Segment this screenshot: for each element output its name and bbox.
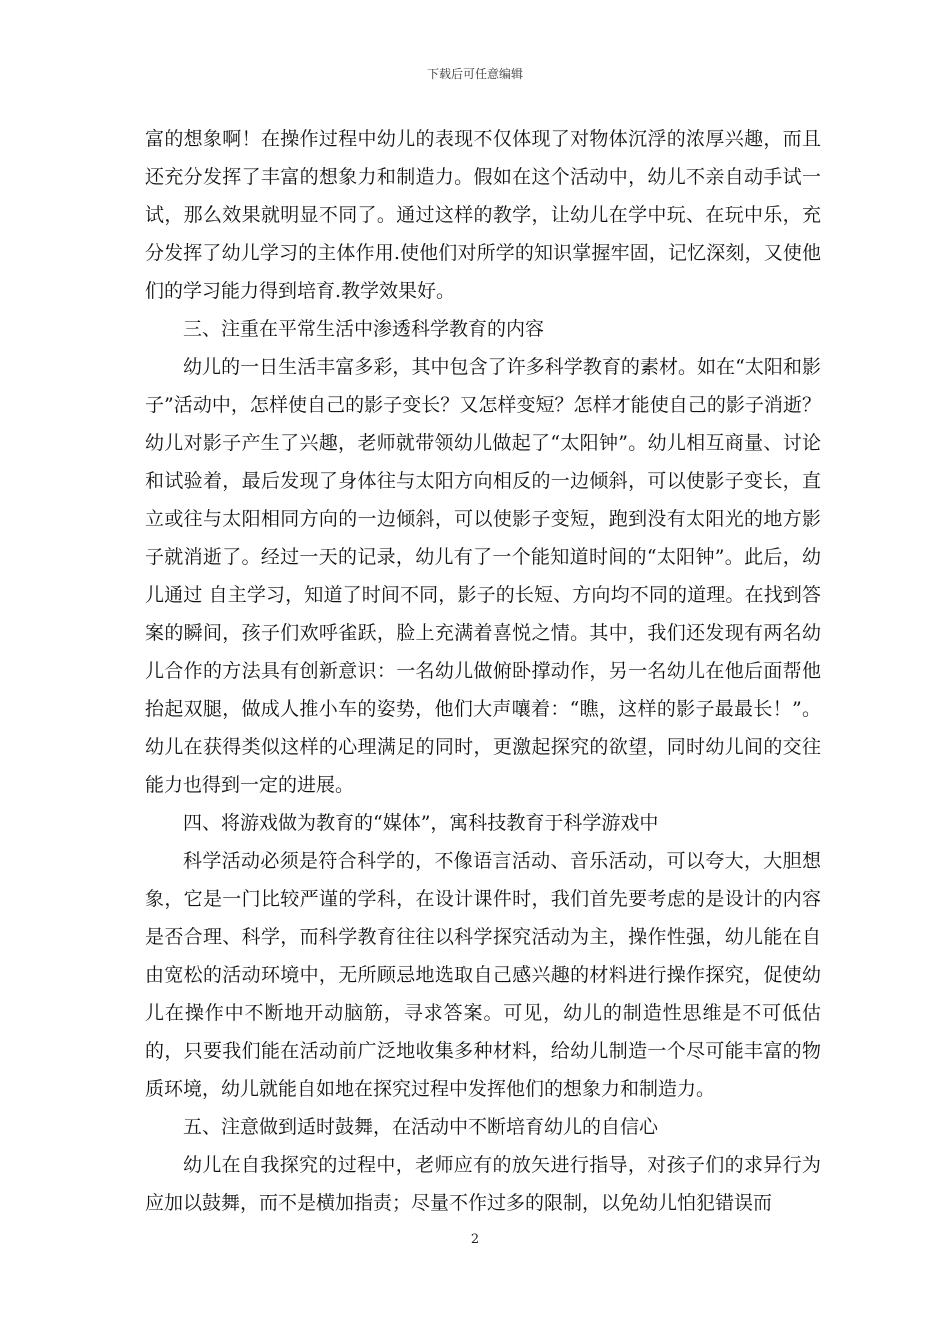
paragraph-shadow-activity: 幼儿的一日生活丰富多彩，其中包含了许多科学教育的素材。如在“太阳和影子”活动中，怎样使自己的影子变长？又怎样变短？怎样才能使自己的影子消逝？幼儿对影子产生了兴趣，老师就带领幼儿做起了“太阳钟”。幼儿相互商量、讨论和试验着，最后发现了身体往与太阳方向相反的一边倾斜，可以使影子变长，直立或往与太阳相同方向的一边倾斜，可以使影子变短，跑到没有太阳光的地方影子就消逝了。经过一天的记录，幼儿有了一个能知道时间的“太阳钟”。此后，幼儿通过 自主学习，知道了时间不同，影子的长短、方向均不同的道理。在找到答案的瞬间，孩子们欢呼雀跃，脸上充满着喜悦之情。其中，我们还发现有两名幼儿合作的方法具有创新意识：一名幼儿做俯卧撑动作，另一名幼儿在他后面帮他抬起双腿，做成人推小车的姿势，他们大声嚷着：“瞧，这样的影子最最长！”。幼儿在获得类似这样的心理满足的同时，更激起探究的欲望，同时幼儿间的交往能力也得到一定的进展。 (145, 356, 821, 796)
paragraph-encouragement: 幼儿在自我探究的过程中，老师应有的放矢进行指导，对孩子们的求异行为应加以鼓舞，而不是横加指责；尽量不作过多的限制，以免幼儿怕犯错误而 (145, 1154, 821, 1214)
page-header: 下载后可任意编辑 (426, 67, 523, 81)
section-heading-5: 五、注意做到适时鼓舞，在活动中不断培育幼儿的自信心 (183, 1116, 659, 1138)
paragraph-continuation: 富的想象啊！在操作过程中幼儿的表现不仅体现了对物体沉浮的浓厚兴趣，而且还充分发挥了丰富的想象力和制造力。假如在这个活动中，幼儿不亲自动手试一试，那么效果就明显不同了。通过这样的教学，让幼儿在学中玩、在玩中乐，充分发挥了幼儿学习的主体作用.使他们对所学的知识掌握牢固，记忆深刻，又使他们的学习能力得到培育.教学效果好。 (145, 128, 821, 302)
section-heading-3: 三、注重在平常生活中渗透科学教育的内容 (183, 318, 545, 340)
section-heading-4: 四、将游戏做为教育的“媒体”，寓科技教育于科学游戏中 (183, 812, 659, 834)
document-body (145, 120, 821, 1222)
paragraph-science-games: 科学活动必须是符合科学的，不像语言活动、音乐活动，可以夸大，大胆想象，它是一门比较严谨的学科，在设计课件时，我们首先要考虑的是设计的内容是否合理、科学，而科学教育往往以科学探究活动为主，操作性强，幼儿能在自由宽松的活动环境中，无所顾忌地选取自己感兴趣的材料进行操作探究，促使幼儿在操作中不断地开动脑筋，寻求答案。可见，幼儿的制造性思维是不可低估的，只要我们能在活动前广泛地收集多种材料，给幼儿制造一个尽可能丰富的物质环境，幼儿就能自如地在探究过程中发挥他们的想象力和制造力。 (145, 850, 821, 1100)
page-number: 2 (470, 1232, 480, 1247)
